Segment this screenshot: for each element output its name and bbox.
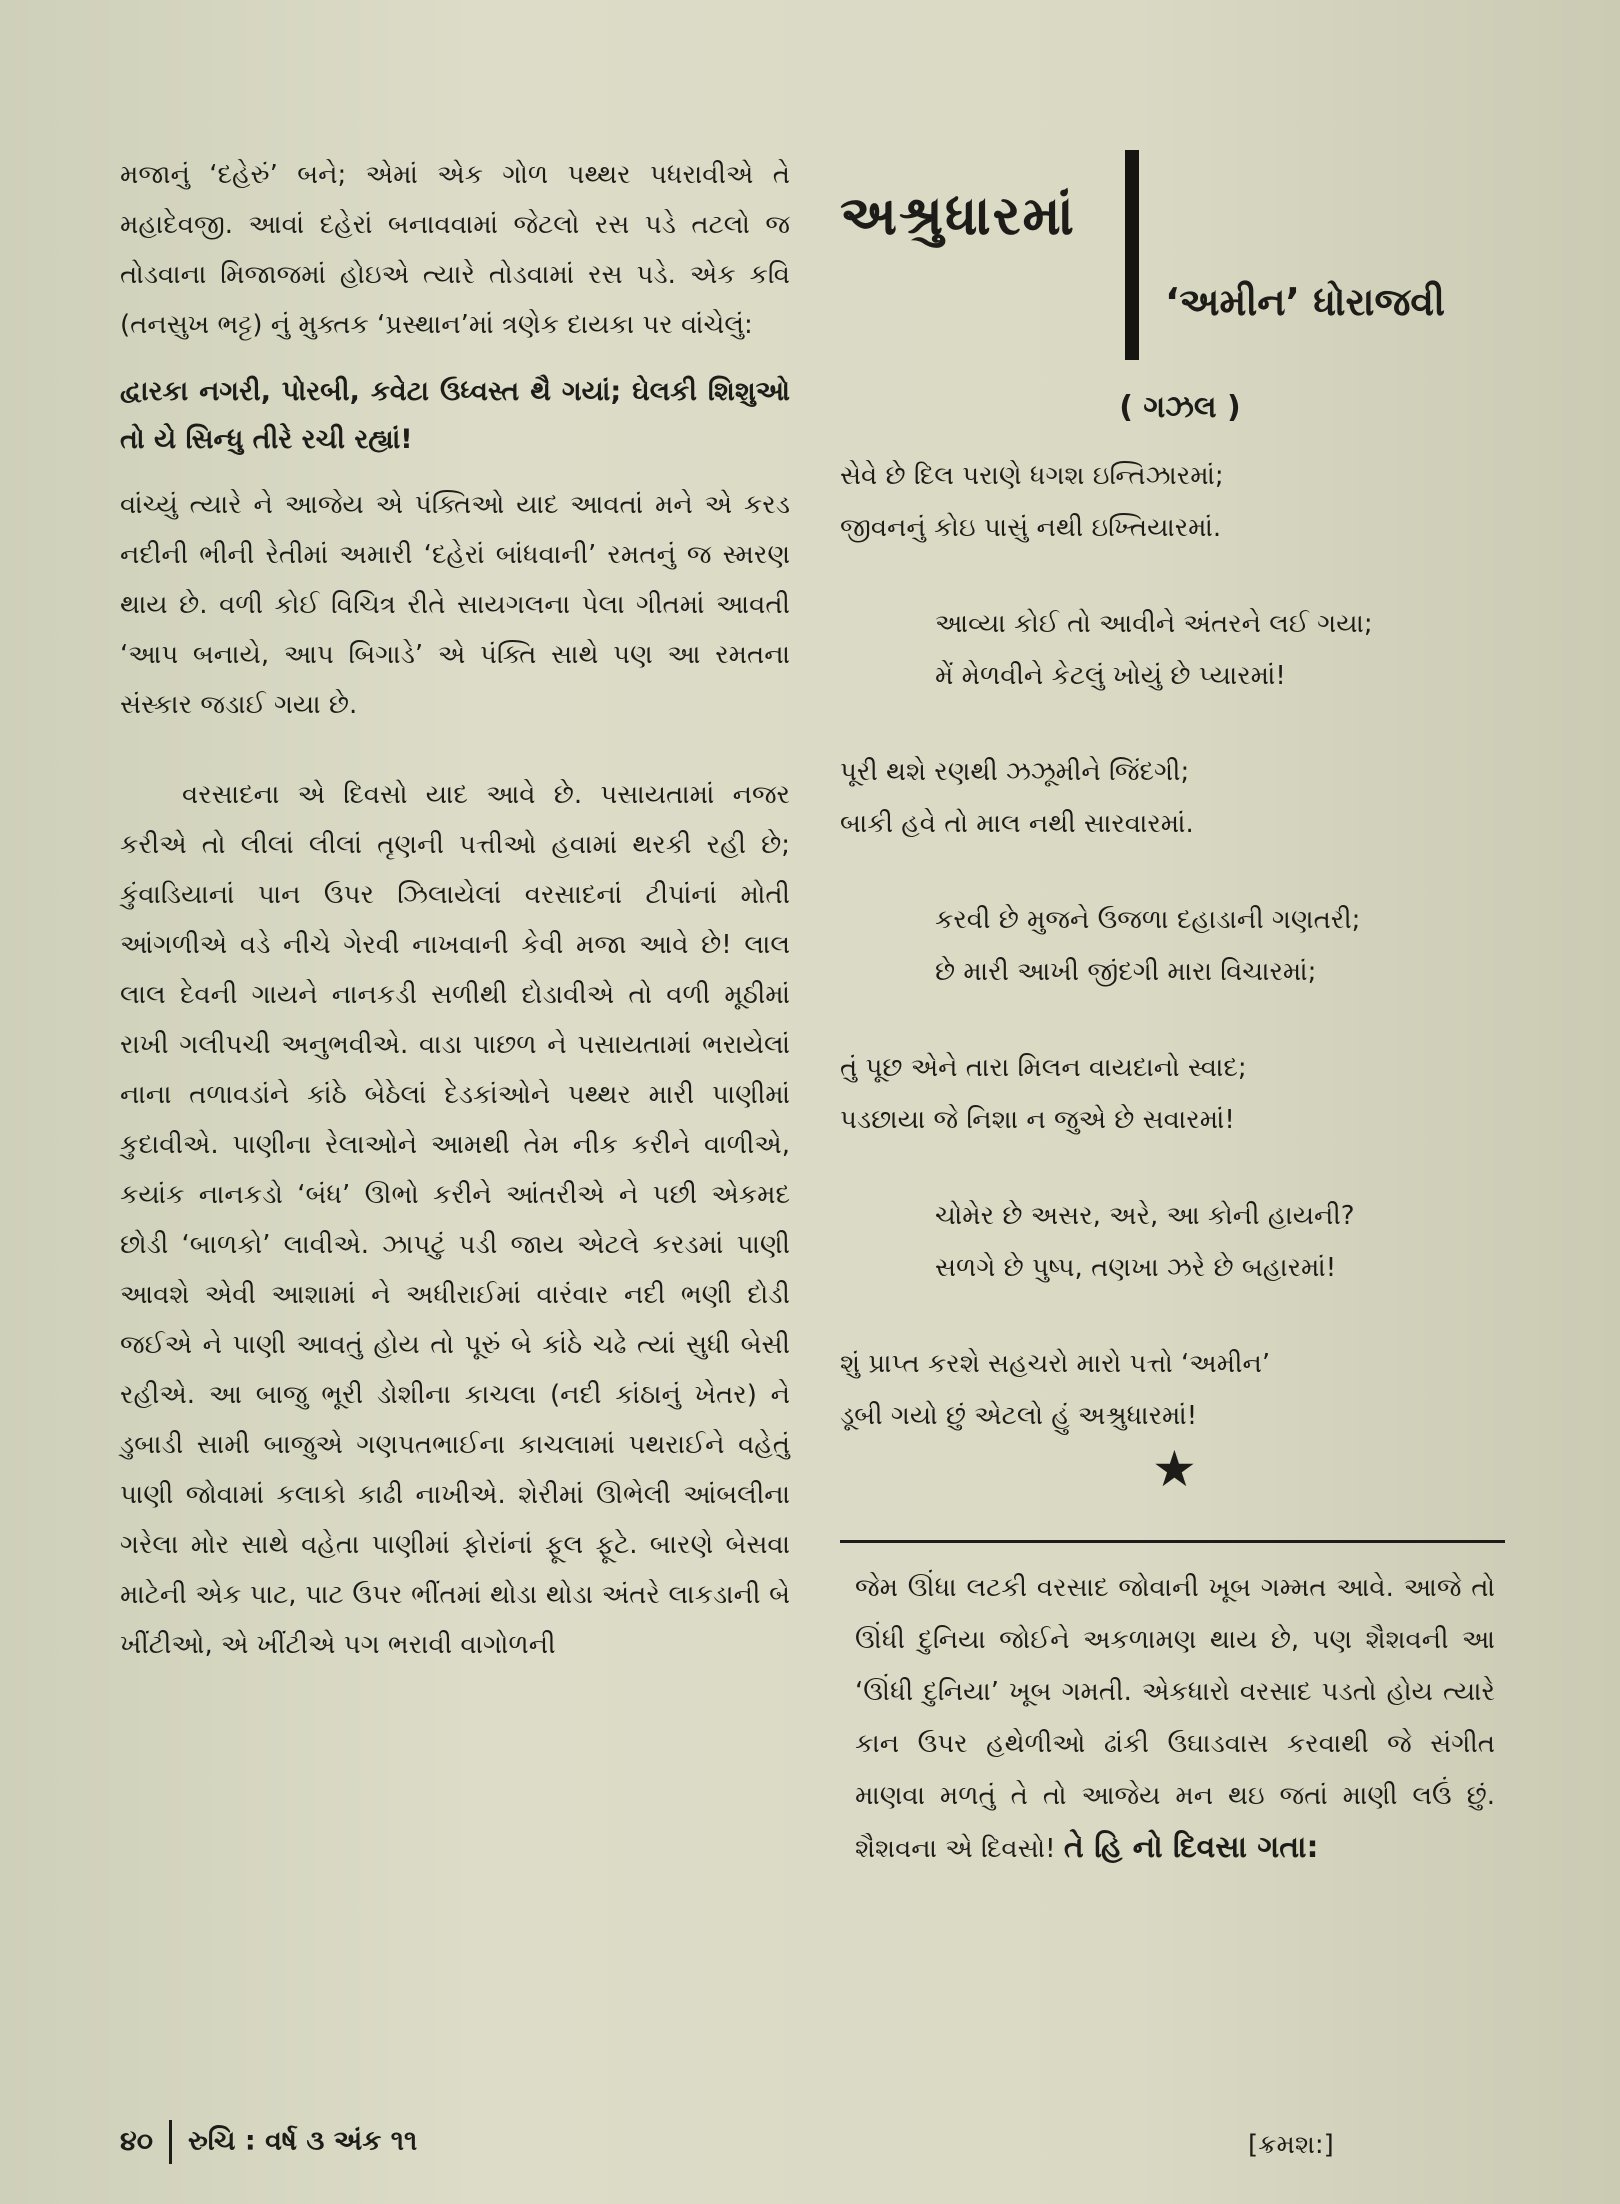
poem-stanza xyxy=(840,1042,1520,1146)
poem-line: શું પ્રાપ્ત કરશે સહચરો મારો પત્તો ‘અમીન’ xyxy=(840,1349,1271,1379)
poem-line: પૂરી થશે રણથી ઝઝૂમીને જિંદગી; xyxy=(840,757,1190,787)
right-column xyxy=(840,150,1520,2160)
poem-genre: ( ગઝલ ) xyxy=(1119,390,1241,425)
continued-text xyxy=(855,1562,1495,1875)
section-divider xyxy=(840,1540,1505,1543)
poem-header xyxy=(840,150,1520,390)
poem-author: ‘અમીન’ ધોરાજવી xyxy=(1165,280,1445,324)
page-number: ૪૦ xyxy=(120,2125,153,2157)
poem-stanza xyxy=(840,450,1520,554)
poem-line: પડછાયા જે નિશા ન જુએ છે સવારમાં! xyxy=(840,1105,1235,1135)
poem-stanza xyxy=(840,1338,1520,1442)
poem-title: અશ્રુધારમાં xyxy=(840,184,1076,247)
poem-line: ચોમેર છે અસર, અરે, આ કોની હાયની? xyxy=(935,1201,1355,1231)
page-footer xyxy=(120,2120,417,2164)
poem-line: આવ્યા કોઈ તો આવીને અંતરને લઈ ગયા; xyxy=(935,609,1373,639)
poem-stanza xyxy=(840,894,1520,998)
to-be-continued: [ક્રમશ:] xyxy=(1248,2130,1334,2160)
poem-stanza xyxy=(840,598,1520,702)
poem-stanza xyxy=(840,746,1520,850)
poem-line: તું પૂછ એને તારા મિલન વાયદાનો સ્વાદ; xyxy=(840,1053,1247,1083)
poem-line: સેવે છે દિલ પરાણે ધગશ ઇન્તિઝારમાં; xyxy=(840,461,1224,491)
star-ornament: ★ xyxy=(1152,1440,1197,1498)
title-divider xyxy=(1125,150,1139,360)
paragraph-3: વરસાદના એ દિવસો યાદ આવે છે. પસાયતામાં નજર કરીએ તો લીલાં લીલાં તૃણની પત્તીઓ હવામાં થરકી રહી છે; કુંવાડિયાનાં પાન ઉપર ઝિલાયેલાં વરસાદનાં ટીપાંનાં મોતી આંગળીએ વડે નીચે ગેરવી નાખવાની કેવી મજા આવે છે! લાલ લાલ દેવની ગાયને નાનકડી સળીથી દોડાવીએ તો વળી મૂઠીમાં રાખી ગલીપચી અનુભવીએ. વાડા પાછળ ને પસાયતામાં ભરાયેલાં નાના તળાવડાંને કાંઠે બેઠેલાં દેડકાંઓને પથ્થર મારી પાણીમાં કુદાવીએ. પાણીના રેલાઓને આમથી તેમ નીક કરીને વાળીએ, કયાંક નાનકડો ‘બંધ’ ઊભો કરીને આંતરીએ ને પછી એકમદ છોડી ‘બાળકો’ લાવીએ. ઝાપટું પડી જાય એટલે કરડમાં પાણી આવશે એવી આશામાં ને અધીરાઈમાં વારંવાર નદી ભણી દોડી જઈએ ને પાણી આવતું હોય તો પૂરું બે કાંઠે ચઢે ત્યાં સુધી બેસી રહીએ. આ બાજુ ભૂરી ડોશીના કાચલા (નદી કાંઠાનું ખેતર) ને ડુબાડી સામી બાજુએ ગણપતભાઈના કાચલામાં પથરાઈને વહેતું પાણી જોવામાં કલાકો કાઢી નાખીએ. શેરીમાં ઊભેલી આંબલીના ગરેલા મોર સાથે વહેતા પાણીમાં ફોરાંનાં ફૂલ ફૂટે. બારણે બેસવા માટેની એક પાટ, પાટ ઉપર ભીંતમાં થોડા થોડા અંતરે લાકડાની બે ખીંટીઓ, એ ખીંટીએ પગ ભરાવી વાગોળની xyxy=(120,780,790,1660)
footer-divider xyxy=(169,2120,172,2164)
continued-paragraph: જેમ ઊંધા લટકી વરસાદ જોવાની ખૂબ ગમ્મત આવે. આજે તો ઊંધી દુનિયા જોઈને અકળામણ થાય છે, પણ શૈશવની આ ‘ઊંધી દુનિયા’ ખૂબ ગમતી. એકધારો વરસાદ પડતો હોય ત્યારે કાન ઉપર હથેળીઓ ઢાંકી ઉઘાડવાસ કરવાથી જે સંગીત માણવા મળતું તે તો આજેય મન થઇ જતાં માણી લઉં છું. શૈશવના એ દિવસો! xyxy=(855,1573,1495,1864)
poem-line: મેં મેળવીને કેટલું ખોયું છે પ્યારમાં! xyxy=(935,661,1286,691)
poem-line: જીવનનું કોઇ પાસું નથી ઇખ્તિયારમાં. xyxy=(840,513,1222,543)
paragraph-1: મજાનું ‘દહેરું’ બને; એમાં એક ગોળ પથ્થર પધરાવીએ તે મહાદેવજી. આવાં દહેરાં બનાવવામાં જેટલો રસ પડે તટલો જ તોડવાના મિજાજમાં હોઇએ ત્યારે તોડવામાં રસ પડે. એક કવિ (તનસુખ ભટ્ટ) નું મુક્તક ‘પ્રસ્થાન’માં ત્રણેક દાયકા પર વાંચેલું: xyxy=(120,160,790,340)
paragraph-2: વાંચ્યું ત્યારે ને આજેય એ પંક્તિઓ યાદ આવતાં મને એ કરડ નદીની ભીની રેતીમાં અમારી ‘દહેરાં બાંધવાની’ રમતનું જ સ્મરણ થાય છે. વળી કોઈ વિચિત્ર રીતે સાયગલના પેલા ગીતમાં આવતી ‘આપ બનાયે, આપ બિગાડે’ એ પંક્તિ સાથે પણ આ રમતના સંસ્કાર જડાઈ ગયા છે. xyxy=(120,490,790,720)
quoted-verse: દ્વારકા નગરી, પોરબી, કવેટા ઉધ્વસ્ત થૈ ગયાં; ઘેલકી શિશુઓ તો યે સિન્ધુ તીરે રચી રહ્યાં! xyxy=(120,376,790,455)
poem-line: ડૂબી ગયો છું એટલો હું અશ્રુધારમાં! xyxy=(840,1401,1198,1431)
poem-line: સળગે છે પુષ્પ, તણખા ઝરે છે બહારમાં! xyxy=(935,1253,1337,1283)
left-column xyxy=(120,150,790,1670)
poem-line: છે મારી આખી જીંદગી મારા વિચારમાં; xyxy=(935,957,1317,987)
poem-stanza xyxy=(840,1190,1520,1294)
poem-line: કરવી છે મુજને ઉજળા દહાડાની ગણતરી; xyxy=(935,905,1361,935)
poem-body xyxy=(840,450,1520,1486)
poem-line: બાકી હવે તો માલ નથી સારવારમાં. xyxy=(840,809,1194,839)
emphasis-phrase: તે હિ નો દિવસા ગતા: xyxy=(1063,1830,1319,1865)
issue-info: રુચિ : વર્ષ ૩ અંક ૧૧ xyxy=(188,2125,418,2157)
